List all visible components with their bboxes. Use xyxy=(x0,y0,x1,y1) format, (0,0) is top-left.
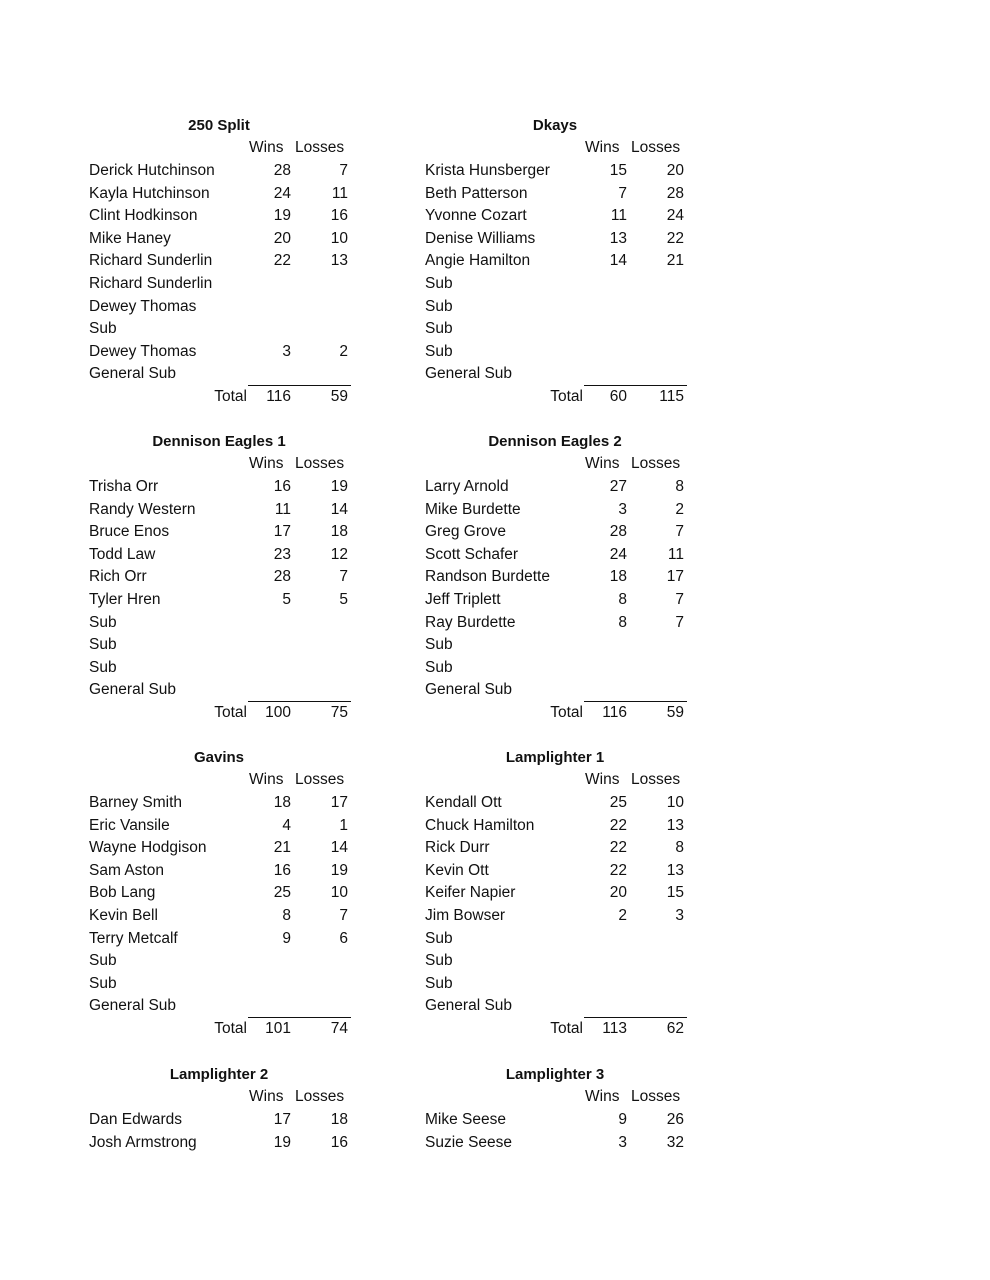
player-row xyxy=(425,499,687,521)
player-row xyxy=(425,1132,687,1154)
player-wins: 11 xyxy=(274,500,291,518)
player-name: Dewey Thomas xyxy=(89,297,197,315)
player-row xyxy=(89,341,351,363)
player-name: General Sub xyxy=(89,681,177,699)
wins-header: Wins xyxy=(249,1088,284,1105)
player-row xyxy=(425,860,687,882)
player-losses: 17 xyxy=(330,794,348,811)
player-name: Sub xyxy=(89,974,117,992)
wins-header: Wins xyxy=(585,1088,620,1105)
wins-header: Wins xyxy=(249,139,284,156)
player-name: Angie Hamilton xyxy=(425,252,531,270)
player-name: Larry Arnold xyxy=(425,478,509,495)
player-wins: 14 xyxy=(609,252,627,270)
player-wins: 22 xyxy=(273,252,291,270)
player-losses: 7 xyxy=(675,591,684,608)
losses-header: Losses xyxy=(631,771,681,788)
player-row xyxy=(89,183,351,205)
player-losses: 13 xyxy=(330,252,348,270)
player-row xyxy=(89,634,351,656)
player-name: Keifer Napier xyxy=(425,884,516,902)
player-row xyxy=(425,973,687,995)
player-wins: 22 xyxy=(609,861,627,879)
total-label: Total xyxy=(550,388,583,405)
player-losses: 16 xyxy=(330,1133,348,1151)
player-row xyxy=(89,1109,351,1131)
total-label: Total xyxy=(550,1020,583,1037)
player-name: Jim Bowser xyxy=(425,907,506,924)
player-wins: 22 xyxy=(609,816,627,834)
player-row xyxy=(425,250,687,272)
total-row xyxy=(425,702,687,724)
player-row xyxy=(89,544,351,566)
player-losses: 6 xyxy=(339,929,348,947)
player-wins: 28 xyxy=(273,162,291,179)
player-row xyxy=(89,950,351,972)
player-row xyxy=(89,973,351,995)
player-name: Rick Durr xyxy=(425,839,490,857)
player-name: Sub xyxy=(425,952,453,970)
player-row xyxy=(425,634,687,656)
player-wins: 18 xyxy=(609,568,627,586)
player-wins: 4 xyxy=(282,816,291,834)
player-wins: 21 xyxy=(273,839,291,857)
player-row xyxy=(89,815,351,837)
player-name: Kevin Ott xyxy=(425,861,489,879)
player-name: Bob Lang xyxy=(89,884,156,902)
player-row xyxy=(89,928,351,950)
player-row xyxy=(425,928,687,950)
player-wins: 24 xyxy=(273,184,291,202)
player-name: Eric Vansile xyxy=(89,816,170,834)
player-row xyxy=(425,476,687,498)
player-losses: 24 xyxy=(666,207,684,225)
player-row xyxy=(89,612,351,634)
player-wins: 8 xyxy=(618,591,627,608)
player-row xyxy=(89,566,351,588)
player-row xyxy=(425,612,687,634)
player-row xyxy=(89,837,351,859)
player-losses: 26 xyxy=(666,1111,684,1128)
player-name: Randy Western xyxy=(89,500,196,518)
player-wins: 23 xyxy=(273,545,291,563)
player-name: Randson Burdette xyxy=(425,568,550,586)
losses-header: Losses xyxy=(295,771,345,788)
player-losses: 11 xyxy=(331,184,348,202)
player-name: Sub xyxy=(425,929,453,947)
player-name: Suzie Seese xyxy=(425,1133,513,1151)
player-row xyxy=(89,1132,351,1154)
player-name: Sub xyxy=(425,320,453,338)
player-row xyxy=(425,296,687,318)
player-name: Sub xyxy=(89,613,117,631)
player-wins: 27 xyxy=(609,478,627,495)
player-name: Sub xyxy=(89,952,117,970)
player-row xyxy=(89,205,351,227)
team-name: Lamplighter 3 xyxy=(505,1066,605,1083)
player-row xyxy=(425,566,687,588)
player-row xyxy=(425,589,687,611)
player-name: Barney Smith xyxy=(89,794,183,811)
player-name: Greg Grove xyxy=(425,523,506,541)
player-row xyxy=(89,296,351,318)
player-wins: 16 xyxy=(273,478,291,495)
player-losses: 10 xyxy=(330,229,348,247)
player-name: Denise Williams xyxy=(425,229,536,247)
player-wins: 22 xyxy=(609,839,627,857)
team-name: Lamplighter 2 xyxy=(169,1066,269,1083)
player-name: Sub xyxy=(89,658,117,676)
player-wins: 17 xyxy=(273,523,291,541)
player-wins: 24 xyxy=(609,545,627,563)
wins-header: Wins xyxy=(585,139,620,156)
player-wins: 18 xyxy=(273,794,291,811)
player-name: Yvonne Cozart xyxy=(425,207,527,225)
player-name: Dewey Thomas xyxy=(89,342,197,360)
player-wins: 9 xyxy=(618,1111,627,1128)
total-losses: 59 xyxy=(330,388,348,405)
player-name: Sub xyxy=(425,342,453,360)
player-name: Chuck Hamilton xyxy=(425,816,535,834)
player-wins: 28 xyxy=(609,523,627,541)
player-name: Josh Armstrong xyxy=(89,1133,197,1151)
player-name: Sub xyxy=(425,275,453,292)
player-name: Sam Aston xyxy=(89,861,164,879)
player-name: Sub xyxy=(425,974,453,992)
total-row xyxy=(425,386,687,408)
total-losses: 74 xyxy=(330,1020,348,1037)
player-row xyxy=(89,228,351,250)
losses-header: Losses xyxy=(295,1088,345,1105)
player-name: Derick Hutchinson xyxy=(89,162,215,179)
player-name: Richard Sunderlin xyxy=(89,275,213,292)
player-losses: 1 xyxy=(339,816,348,834)
player-losses: 18 xyxy=(330,523,348,541)
player-losses: 7 xyxy=(339,907,348,924)
player-wins: 19 xyxy=(273,207,291,225)
wins-header: Wins xyxy=(585,455,620,472)
player-row xyxy=(89,995,351,1017)
losses-header: Losses xyxy=(631,1088,681,1105)
losses-header: Losses xyxy=(295,455,345,472)
player-row xyxy=(89,476,351,498)
total-row xyxy=(89,702,351,724)
player-wins: 9 xyxy=(282,929,291,947)
player-wins: 28 xyxy=(273,568,291,586)
player-losses: 32 xyxy=(666,1133,684,1151)
player-name: Scott Schafer xyxy=(425,545,519,563)
player-wins: 20 xyxy=(609,884,627,902)
player-losses: 5 xyxy=(339,591,348,608)
player-name: Kayla Hutchinson xyxy=(89,184,210,202)
player-row xyxy=(89,905,351,927)
player-name: Kevin Bell xyxy=(89,907,158,924)
player-losses: 10 xyxy=(330,884,348,902)
losses-header: Losses xyxy=(631,455,681,472)
player-losses: 8 xyxy=(675,478,684,495)
wins-header: Wins xyxy=(249,771,284,788)
team-name: Lamplighter 1 xyxy=(505,749,605,766)
player-wins: 15 xyxy=(609,162,627,179)
player-name: General Sub xyxy=(425,997,513,1015)
player-wins: 3 xyxy=(282,342,291,360)
total-wins: 113 xyxy=(602,1020,627,1037)
player-wins: 25 xyxy=(609,794,627,811)
total-wins: 100 xyxy=(265,704,291,721)
team-name: Dkays xyxy=(532,117,578,134)
player-name: Richard Sunderlin xyxy=(89,252,213,270)
total-label: Total xyxy=(214,1020,247,1037)
player-losses: 3 xyxy=(675,907,684,924)
player-wins: 7 xyxy=(618,184,627,202)
player-name: Sub xyxy=(89,636,117,654)
player-losses: 7 xyxy=(675,613,684,631)
player-row xyxy=(89,250,351,272)
player-losses: 10 xyxy=(666,794,684,811)
player-name: Mike Seese xyxy=(425,1111,506,1128)
player-wins: 3 xyxy=(618,1133,627,1151)
player-row xyxy=(89,160,351,182)
player-row xyxy=(425,905,687,927)
player-row xyxy=(425,183,687,205)
player-name: Sub xyxy=(89,320,117,338)
total-losses: 62 xyxy=(666,1020,684,1037)
player-name: Todd Law xyxy=(89,545,156,563)
player-name: General Sub xyxy=(425,365,513,383)
player-losses: 17 xyxy=(666,568,684,586)
player-row xyxy=(425,1109,687,1131)
player-name: Tyler Hren xyxy=(89,591,161,608)
total-wins: 116 xyxy=(602,704,627,721)
player-row xyxy=(89,521,351,543)
player-name: Clint Hodkinson xyxy=(89,207,198,225)
player-losses: 7 xyxy=(675,523,684,541)
player-row xyxy=(425,521,687,543)
total-losses: 75 xyxy=(330,704,348,721)
player-name: Ray Burdette xyxy=(425,613,516,631)
total-label: Total xyxy=(550,704,583,721)
total-label: Total xyxy=(214,704,247,721)
player-row xyxy=(425,995,687,1017)
player-row xyxy=(425,273,687,295)
player-name: Terry Metcalf xyxy=(89,929,178,947)
player-losses: 20 xyxy=(666,162,684,179)
player-wins: 3 xyxy=(618,500,627,518)
player-losses: 2 xyxy=(675,500,684,518)
team-name: 250 Split xyxy=(188,117,250,134)
player-name: Wayne Hodgison xyxy=(89,839,207,857)
player-row xyxy=(425,815,687,837)
player-losses: 15 xyxy=(666,884,684,902)
player-losses: 13 xyxy=(666,816,684,834)
player-row xyxy=(425,882,687,904)
player-row xyxy=(89,792,351,814)
player-name: Sub xyxy=(425,636,453,654)
player-row xyxy=(425,318,687,340)
player-name: Mike Haney xyxy=(89,229,171,247)
player-row xyxy=(425,657,687,679)
player-name: Trisha Orr xyxy=(89,478,159,495)
player-row xyxy=(425,792,687,814)
player-losses: 14 xyxy=(330,839,348,857)
total-wins: 101 xyxy=(265,1020,291,1037)
total-wins: 116 xyxy=(266,388,291,405)
player-losses: 28 xyxy=(666,184,684,202)
player-row xyxy=(425,837,687,859)
player-losses: 12 xyxy=(330,545,348,563)
player-row xyxy=(89,657,351,679)
player-losses: 18 xyxy=(330,1111,348,1128)
player-losses: 13 xyxy=(666,861,684,879)
player-row xyxy=(425,544,687,566)
player-wins: 8 xyxy=(282,907,291,924)
player-losses: 22 xyxy=(666,229,684,247)
player-name: Bruce Enos xyxy=(89,523,170,541)
player-name: Jeff Triplett xyxy=(425,591,501,608)
player-row xyxy=(425,363,687,385)
player-losses: 14 xyxy=(330,500,348,518)
player-row xyxy=(425,228,687,250)
player-losses: 19 xyxy=(330,861,348,879)
player-name: Kendall Ott xyxy=(425,794,502,811)
player-row xyxy=(425,679,687,701)
losses-header: Losses xyxy=(295,139,345,156)
player-name: General Sub xyxy=(89,997,177,1015)
player-row xyxy=(89,882,351,904)
total-losses: 115 xyxy=(659,388,684,405)
player-wins: 25 xyxy=(273,884,291,902)
player-name: Dan Edwards xyxy=(89,1111,183,1128)
player-row xyxy=(89,679,351,701)
player-row xyxy=(89,273,351,295)
player-losses: 21 xyxy=(666,252,684,270)
team-name: Dennison Eagles 1 xyxy=(152,433,286,450)
total-wins: 60 xyxy=(609,388,627,405)
total-row xyxy=(89,386,351,408)
player-wins: 8 xyxy=(618,613,627,631)
team-name: Gavins xyxy=(193,749,245,766)
player-name: Rich Orr xyxy=(89,568,147,586)
total-losses: 59 xyxy=(666,704,684,721)
total-row xyxy=(425,1018,687,1040)
player-row xyxy=(89,318,351,340)
player-row xyxy=(89,860,351,882)
wins-header: Wins xyxy=(249,455,284,472)
player-losses: 8 xyxy=(675,839,684,857)
player-name: Beth Patterson xyxy=(425,184,528,202)
player-name: Sub xyxy=(425,658,453,676)
player-row xyxy=(425,341,687,363)
player-row xyxy=(425,950,687,972)
player-row xyxy=(425,205,687,227)
player-wins: 11 xyxy=(610,207,627,225)
player-wins: 16 xyxy=(273,861,291,879)
player-losses: 19 xyxy=(330,478,348,495)
player-name: Mike Burdette xyxy=(425,500,521,518)
losses-header: Losses xyxy=(631,139,681,156)
player-row xyxy=(425,160,687,182)
wins-header: Wins xyxy=(585,771,620,788)
player-wins: 5 xyxy=(282,591,291,608)
total-row xyxy=(89,1018,351,1040)
player-wins: 17 xyxy=(273,1111,291,1128)
player-row xyxy=(89,589,351,611)
player-wins: 13 xyxy=(609,229,627,247)
player-name: General Sub xyxy=(425,681,513,699)
player-name: General Sub xyxy=(89,365,177,383)
player-row xyxy=(89,363,351,385)
player-losses: 2 xyxy=(339,342,348,360)
player-row xyxy=(89,499,351,521)
player-name: Krista Hunsberger xyxy=(425,162,550,179)
player-losses: 7 xyxy=(339,162,348,179)
total-label: Total xyxy=(214,388,247,405)
player-wins: 2 xyxy=(618,907,627,924)
player-losses: 11 xyxy=(667,545,684,563)
player-losses: 16 xyxy=(330,207,348,225)
team-name: Dennison Eagles 2 xyxy=(488,433,622,450)
player-wins: 19 xyxy=(273,1133,291,1151)
player-wins: 20 xyxy=(273,229,291,247)
player-losses: 7 xyxy=(339,568,348,586)
player-name: Sub xyxy=(425,297,453,315)
